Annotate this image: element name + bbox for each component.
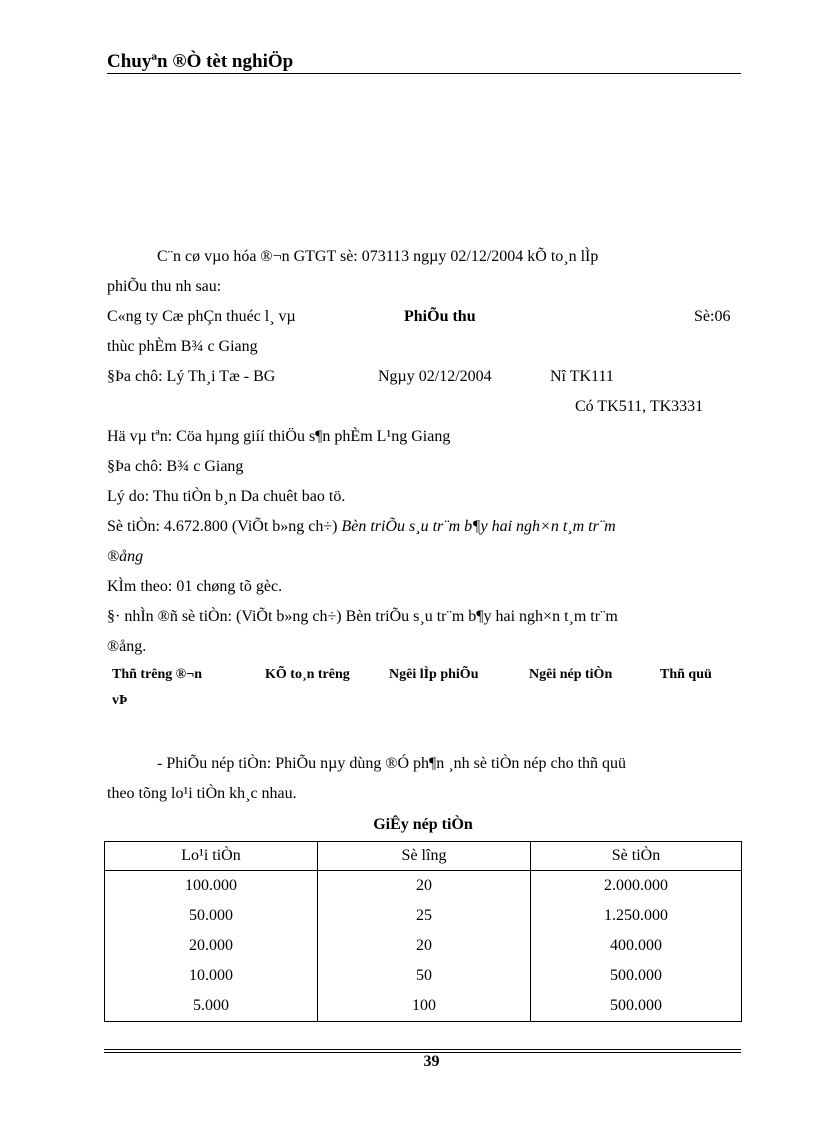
page-number: 39 — [423, 1053, 440, 1070]
voucher-number: Sè:06 — [694, 308, 731, 325]
table-header-row — [105, 842, 742, 871]
cell-amount: 1.250.000 — [531, 901, 742, 931]
payer-name: Hä vµ tªn: Cöa hµng giíí thiÖu s¶n phÈm L¹ng Giang — [107, 428, 451, 445]
table-row — [105, 961, 742, 991]
debit-account: Nî TK111 — [550, 368, 614, 385]
company-name-line-2: thùc phÈm B¾ c Giang — [107, 338, 258, 355]
table-row — [105, 991, 742, 1022]
table-title: GiÊy nép tiÒn — [373, 816, 473, 833]
signature-director: Thñ trêng ®¬n — [112, 667, 203, 682]
credit-accounts: Có TK511, TK3331 — [575, 398, 704, 415]
amount-in-words-continued: ®ång — [107, 548, 144, 565]
company-address: §Þa chô: Lý Th¸i Tæ - BG — [107, 368, 276, 385]
cell-quantity: 20 — [318, 871, 531, 902]
payer-address: §Þa chô: B¾ c Giang — [107, 458, 244, 475]
signature-payer: Ngêi nép tiÒn — [529, 667, 613, 682]
voucher-date: Ngµy 02/12/2004 — [378, 368, 492, 385]
table-row — [105, 871, 742, 902]
column-header-denomination: Lo¹i tiÒn — [105, 842, 318, 871]
company-name-line-1: C«ng ty Cæ phÇn thuéc l¸ vµ — [107, 308, 296, 325]
header-rule — [107, 73, 741, 74]
paragraph-deposit-line-1: - PhiÕu nép tiÒn: PhiÕu nµy dùng ®Ó ph¶n ¸nh sè tiÒn nép cho thñ quü — [157, 755, 627, 772]
received-amount-line-2: ®ång. — [107, 638, 147, 655]
cell-amount: 500.000 — [531, 991, 742, 1022]
amount-in-words: Bèn triÕu s¸u tr¨m b¶y hai ngh×n t¸m tr¨m — [341, 518, 616, 535]
voucher-title: PhiÕu thu — [404, 308, 476, 325]
cell-quantity: 50 — [318, 961, 531, 991]
cell-quantity: 25 — [318, 901, 531, 931]
cell-amount: 400.000 — [531, 931, 742, 961]
table-row — [105, 931, 742, 961]
column-header-quantity: Sè lîng — [318, 842, 531, 871]
cell-quantity: 100 — [318, 991, 531, 1022]
attachments: KÌm theo: 01 chøng tõ gèc. — [107, 578, 283, 595]
running-header: Chuyªn ®Ò tèt nghiÖp — [107, 51, 294, 72]
paragraph-intro-line-2: phiÕu thu nh sau: — [107, 278, 222, 295]
cell-denomination: 5.000 — [105, 991, 318, 1022]
cell-quantity: 20 — [318, 931, 531, 961]
cell-denomination: 10.000 — [105, 961, 318, 991]
cell-denomination: 100.000 — [105, 871, 318, 902]
footer-rule-top — [104, 1049, 741, 1050]
cell-denomination: 20.000 — [105, 931, 318, 961]
paragraph-intro-line-1: C¨n cø vµo hóa ®¬n GTGT sè: 073113 ngµy 02/12/2004 kÕ to¸n lÌp — [157, 248, 599, 265]
cell-amount: 2.000.000 — [531, 871, 742, 902]
signature-director-continued: vÞ — [112, 693, 128, 708]
cell-denomination: 50.000 — [105, 901, 318, 931]
amount-line — [107, 517, 616, 537]
signature-cashier: Thñ quü — [660, 667, 712, 682]
received-amount-line-1: §· nhÌn ®ñ sè tiÒn: (ViÕt b»ng ch÷) Bèn triÕu s¸u tr¨m b¶y hai ngh×n t¸m tr¨m — [107, 608, 618, 625]
payment-reason: Lý do: Thu tiÒn b¸n Da chuêt bao tö. — [107, 488, 346, 505]
paragraph-deposit-line-2: theo tõng lo¹i tiÒn kh¸c nhau. — [107, 785, 297, 802]
signature-preparer: Ngêi lÌp phiÕu — [389, 667, 479, 682]
column-header-amount: Sè tiÒn — [531, 842, 742, 871]
cash-denomination-table — [104, 841, 742, 1022]
signature-chief-accountant: KÕ to¸n trêng — [265, 667, 350, 682]
table-row — [105, 901, 742, 931]
amount-figure: Sè tiÒn: 4.672.800 (ViÕt b»ng ch÷) — [107, 518, 338, 535]
cell-amount: 500.000 — [531, 961, 742, 991]
